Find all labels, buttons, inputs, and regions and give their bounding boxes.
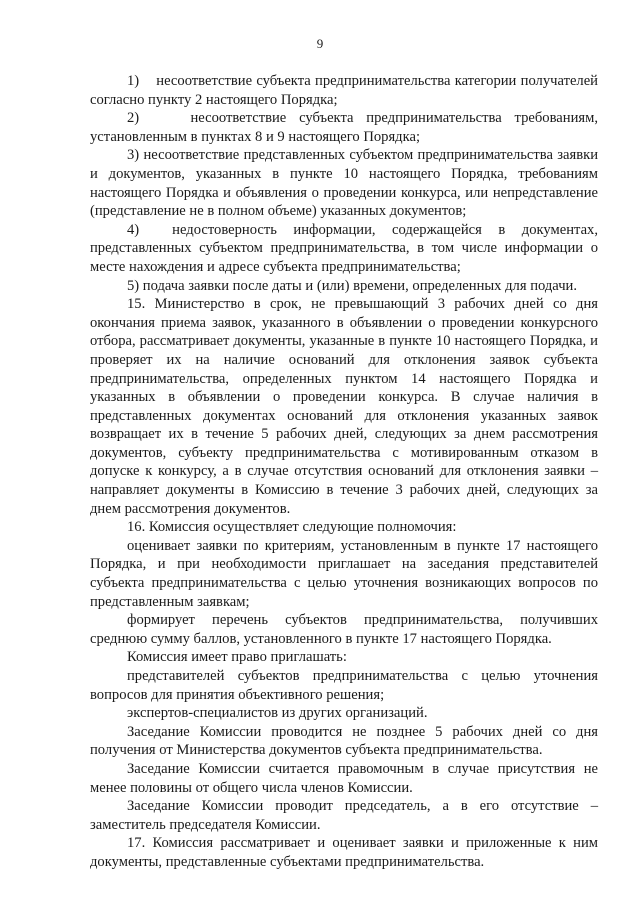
- paragraph-item-5: 5) подача заявки после даты и (или) времени, определенных для подачи.: [127, 277, 577, 294]
- paragraph-meeting-quorum: Заседание Комиссии считается правомочным в случае присутствия не менее половины от общего числа членов Комиссии.: [90, 760, 598, 796]
- paragraph-item-1: 1) несоответствие субъекта предпринимательства категории получателей согласно пункту 2 настоящего Порядка;: [90, 73, 598, 108]
- paragraph-item-3: 3) несоответствие представленных субъектом предпринимательства заявки и документов, указанных в пункте 10 настоящего Порядка, требованиям настоящего Порядка и объявления о проведении конкурса, или непредставление (представление не в полном объеме) указанных документов;: [90, 147, 598, 220]
- paragraph-clause-16: 16. Комиссия осуществляет следующие полномочия:: [127, 519, 457, 536]
- document-body: [90, 72, 598, 872]
- paragraph-clause-15: 15. Министерство в срок, не превышающий 3 рабочих дней со дня окончания приема заявок, указанного в объявлении о проведении конкурсного отбора, рассматривает документы, указанные в пункте 10 настоящего Порядка, и проверяет их на наличие оснований для отклонения заявок субъекта предпринимательства, определенных пунктом 14 настоящего Порядка и указанных в объявлении о проведении конкурса. В случае наличия в представленных документах оснований для отклонения указанных заявок возвращает их в течение 5 рабочих дней, следующих за днем рассмотрения документов, субъекту предпринимательства с мотивированным отказом в допуске к конкурсу, а в случае отсутствия оснований для отклонения заявки –направляет документы в Комиссию в течение 3 рабочих дней, следующих за днем рассмотрения документов.: [90, 296, 598, 517]
- paragraph-meeting-deadline: Заседание Комиссии проводится не позднее 5 рабочих дней со дня получения от Министерства документов субъекта предпринимательства.: [90, 723, 598, 759]
- paragraph-duty-form-list: формирует перечень субъектов предпринимательства, получивших среднюю сумму баллов, установленного в пункте 17 настоящего Порядка.: [90, 612, 598, 647]
- page-number: 9: [316, 36, 324, 51]
- paragraph-invite-experts: экспертов-специалистов из других организаций.: [127, 705, 428, 722]
- paragraph-item-4: 4) недостоверность информации, содержащейся в документах, представленных субъектом предпринимательства, в том числе информации о месте нахождения и адресе субъекта предпринимательства;: [90, 221, 598, 275]
- paragraph-right-to-invite: Комиссия имеет право приглашать:: [127, 649, 347, 666]
- paragraph-invite-representatives: представителей субъектов предпринимательства с целью уточнения вопросов для принятия объективного решения;: [90, 668, 598, 703]
- paragraph-clause-17: 17. Комиссия рассматривает и оценивает заявки и приложенные к ним документы, представленные субъектами предпринимательства.: [90, 835, 598, 870]
- paragraph-duty-evaluate: оценивает заявки по критериям, установленным в пункте 17 настоящего Порядка, и при необходимости приглашает на заседания представителей субъекта предпринимательства с целью уточнения возникающих вопросов по представленным заявкам;: [90, 537, 598, 610]
- paragraph-item-2: 2) несоответствие субъекта предпринимательства требованиям, установленным в пунктах 8 и 9 настоящего Порядка;: [90, 110, 598, 145]
- paragraph-meeting-chair: Заседание Комиссии проводит председатель, а в его отсутствие – заместитель председателя Комиссии.: [90, 798, 598, 833]
